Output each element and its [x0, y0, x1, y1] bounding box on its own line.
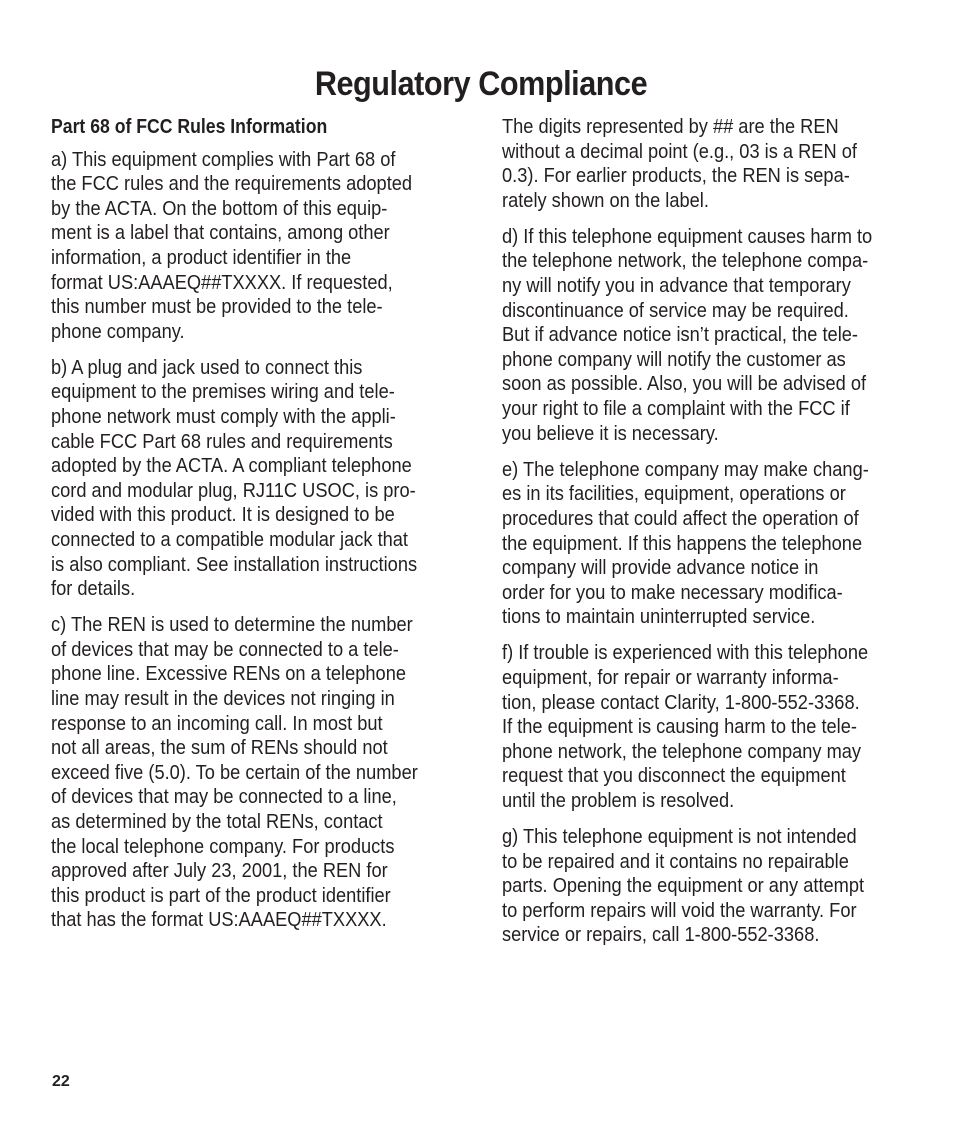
paragraph-line: phone network must comply with the appli-: [51, 405, 396, 429]
paragraph-line: phone network, the telephone company may: [502, 739, 862, 763]
paragraph-line: tion, please contact Clarity, 1-800-552-3368.: [502, 690, 860, 714]
page-title: Regulatory Compliance: [314, 64, 648, 103]
paragraph-line: discontinuance of service may be required.: [502, 298, 849, 322]
paragraph-a: [51, 148, 463, 345]
left-column: [51, 115, 463, 945]
right-column: [502, 115, 914, 960]
paragraph-line: this product is part of the product identifier: [51, 883, 391, 907]
paragraph-f: [502, 641, 914, 813]
paragraph-line: d) If this telephone equipment causes harm to: [502, 224, 873, 248]
paragraph-line: that has the format US:AAAEQ##TXXXX.: [51, 908, 387, 932]
paragraph-line: But if advance notice isn’t practical, the tele-: [502, 323, 858, 347]
paragraph-line: phone line. Excessive RENs on a telephone: [51, 662, 406, 686]
paragraph-line: procedures that could affect the operation of: [502, 506, 859, 530]
paragraph-line: rately shown on the label.: [502, 188, 709, 212]
paragraph-line: response to an incoming call. In most but: [51, 711, 383, 735]
paragraph-line: you believe it is necessary.: [502, 421, 719, 445]
paragraph-line: es in its facilities, equipment, operations or: [502, 482, 846, 506]
paragraph-line: to perform repairs will void the warranty. For: [502, 898, 857, 922]
paragraph-line: by the ACTA. On the bottom of this equip-: [51, 196, 388, 220]
paragraph-line: e) The telephone company may make chang-: [502, 457, 869, 481]
paragraph-line: is also compliant. See installation instructions: [51, 552, 418, 576]
paragraph-line: this number must be provided to the tele-: [51, 295, 383, 319]
paragraph-line: until the problem is resolved.: [502, 788, 735, 812]
paragraph-b: [51, 356, 463, 602]
paragraph-line: If the equipment is causing harm to the tele-: [502, 715, 857, 739]
paragraph-line: 0.3). For earlier products, the REN is sepa-: [502, 164, 850, 188]
section-heading-text: Part 68 of FCC Rules Information: [51, 115, 328, 138]
paragraph-line: cord and modular plug, RJ11C USOC, is pro-: [51, 478, 416, 502]
paragraph-line: order for you to make necessary modifica-: [502, 580, 843, 604]
paragraph-line: exceed five (5.0). To be certain of the number: [51, 760, 418, 784]
left-paragraphs: [51, 148, 463, 933]
paragraph-line: of devices that may be connected to a tele-: [51, 637, 399, 661]
paragraph-c-cont: [502, 115, 914, 213]
paragraph-line: company will provide advance notice in: [502, 556, 819, 580]
right-paragraphs: [502, 115, 914, 948]
page-number: 22: [52, 1073, 70, 1090]
paragraph-line: format US:AAAEQ##TXXXX. If requested,: [51, 270, 393, 294]
paragraph-line: approved after July 23, 2001, the REN for: [51, 859, 388, 883]
paragraph-line: soon as possible. Also, you will be advised of: [502, 372, 867, 396]
paragraph-line: to be repaired and it contains no repairable: [502, 849, 849, 873]
paragraph-line: not all areas, the sum of RENs should not: [51, 736, 388, 760]
paragraph-line: adopted by the ACTA. A compliant telephone: [51, 454, 412, 478]
paragraph-line: phone company.: [51, 319, 185, 343]
paragraph-line: phone company will notify the customer as: [502, 347, 846, 371]
paragraph-line: cable FCC Part 68 rules and requirements: [51, 429, 393, 453]
paragraph-line: The digits represented by ## are the REN: [502, 115, 839, 138]
paragraph-e: [502, 458, 914, 630]
paragraph-line: g) This telephone equipment is not intended: [502, 825, 857, 849]
paragraph-line: ment is a label that contains, among other: [51, 221, 390, 245]
paragraph-line: tions to maintain uninterrupted service.: [502, 605, 816, 629]
paragraph-line: without a decimal point (e.g., 03 is a REN of: [502, 139, 857, 163]
paragraph-line: ny will notify you in advance that temporary: [502, 274, 851, 298]
paragraph-line: connected to a compatible modular jack that: [51, 528, 409, 551]
paragraph-line: line may result in the devices not ringing in: [51, 687, 395, 711]
paragraph-line: of devices that may be connected to a line,: [51, 785, 397, 809]
paragraph-line: the telephone network, the telephone compa-: [502, 249, 869, 273]
paragraph-line: b) A plug and jack used to connect this: [51, 355, 363, 379]
paragraph-line: as determined by the total RENs, contact: [51, 810, 383, 834]
paragraph-line: the local telephone company. For products: [51, 834, 395, 858]
paragraph-line: vided with this product. It is designed to be: [51, 503, 395, 527]
paragraph-line: request that you disconnect the equipment: [502, 764, 846, 788]
paragraph-line: f) If trouble is experienced with this telephone: [502, 641, 869, 665]
paragraph-c: [51, 613, 463, 933]
paragraph-line: your right to file a complaint with the FCC if: [502, 397, 850, 421]
paragraph-line: c) The REN is used to determine the number: [51, 613, 413, 637]
paragraph-line: the equipment. If this happens the telephone: [502, 531, 863, 555]
paragraph-line: equipment to the premises wiring and tele-: [51, 380, 395, 404]
paragraph-line: a) This equipment complies with Part 68 of: [51, 147, 396, 171]
paragraph-g: [502, 825, 914, 948]
paragraph-d: [502, 225, 914, 446]
section-heading: [51, 115, 463, 140]
paragraph-line: the FCC rules and the requirements adopted: [51, 172, 413, 196]
paragraph-line: parts. Opening the equipment or any attempt: [502, 874, 865, 898]
paragraph-line: service or repairs, call 1-800-552-3368.: [502, 923, 820, 947]
paragraph-line: information, a product identifier in the: [51, 245, 352, 269]
paragraph-line: equipment, for repair or warranty informa-: [502, 665, 839, 689]
paragraph-line: for details.: [51, 577, 136, 601]
